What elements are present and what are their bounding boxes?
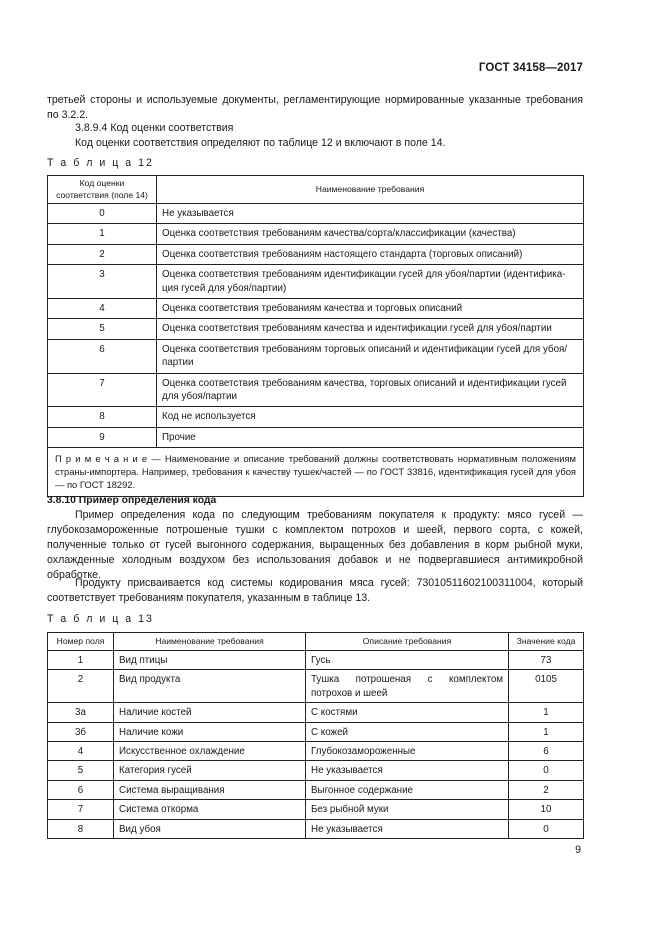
table13-value-cell: 6 bbox=[509, 742, 584, 761]
table13-name-cell: Наличие кожи bbox=[114, 722, 306, 741]
table13-row bbox=[48, 742, 584, 761]
table12-name-cell: Прочие bbox=[157, 427, 584, 447]
table12-row bbox=[48, 244, 584, 264]
table13-header-value: Значение кода bbox=[509, 633, 584, 651]
table12-row bbox=[48, 224, 584, 244]
table13-desc-cell: Не указывается bbox=[306, 819, 509, 838]
table12-name-cell: Оценка соответствия требованиям качества и торговых описаний bbox=[157, 299, 584, 319]
subsection-heading: 3.8.9.4 Код оценки соответствия bbox=[75, 122, 234, 134]
table12-name-cell: Оценка соответствия требованиям идентификации гусей для убоя/партии (идентифика- ция гусей для убоя/партии) bbox=[157, 265, 584, 299]
table12-note bbox=[48, 448, 584, 497]
table12-row bbox=[48, 319, 584, 339]
table13-row bbox=[48, 651, 584, 670]
table12-code-cell: 2 bbox=[48, 244, 157, 264]
table-13 bbox=[47, 632, 584, 839]
table13-desc-cell: С кожей bbox=[306, 722, 509, 741]
table12-row bbox=[48, 407, 584, 427]
table13-desc-cell: Тушка потрошеная с комплектом потрохов и шеей bbox=[306, 670, 509, 703]
table13-desc-cell: Глубокозамороженные bbox=[306, 742, 509, 761]
table13-row bbox=[48, 819, 584, 838]
table13-name-cell: Вид убоя bbox=[114, 819, 306, 838]
table12-code-cell: 3 bbox=[48, 265, 157, 299]
note-label: П р и м е ч а н и е bbox=[55, 453, 148, 465]
table12-code-cell: 6 bbox=[48, 339, 157, 373]
table12-row bbox=[48, 204, 584, 224]
table12-code-cell: 0 bbox=[48, 204, 157, 224]
table13-row bbox=[48, 780, 584, 799]
table12-code-cell: 1 bbox=[48, 224, 157, 244]
table13-field-cell: 4 bbox=[48, 742, 114, 761]
table13-name-cell: Искусственное охлаждение bbox=[114, 742, 306, 761]
table13-name-cell: Система откорма bbox=[114, 800, 306, 819]
table13-name-cell: Вид продукта bbox=[114, 670, 306, 703]
table13-row bbox=[48, 800, 584, 819]
table13-row bbox=[48, 670, 584, 703]
table12-caption: Т а б л и ц а 12 bbox=[47, 157, 154, 169]
table13-name-cell: Вид птицы bbox=[114, 651, 306, 670]
table13-value-cell: 1 bbox=[509, 703, 584, 722]
table12-header-name: Наименование требования bbox=[157, 176, 584, 204]
table13-row bbox=[48, 722, 584, 741]
table12-row bbox=[48, 265, 584, 299]
table13-field-cell: 1 bbox=[48, 651, 114, 670]
table12-header-code: Код оценки соответствия (поле 14) bbox=[48, 176, 157, 204]
continuation-paragraph: третьей стороны и используемые документы, регламентирующие нормированные указанные требования по 3.2.2. bbox=[47, 94, 583, 121]
table13-value-cell: 2 bbox=[509, 780, 584, 799]
table13-value-cell: 0 bbox=[509, 761, 584, 780]
table13-desc-cell: С костями bbox=[306, 703, 509, 722]
table12-code-cell: 5 bbox=[48, 319, 157, 339]
table12-code-cell: 4 bbox=[48, 299, 157, 319]
note-text: — Наименование и описание требований должны соответствовать нормативным положениям страны-импортера. Например, требования к качеству тушек/частей — по ГОСТ 33816, идентификация гусей для убоя — по ГОСТ 18292. bbox=[55, 453, 576, 491]
table13-desc-cell: Без рыбной муки bbox=[306, 800, 509, 819]
table13-value-cell: 0105 bbox=[509, 670, 584, 703]
standard-header: ГОСТ 34158—2017 bbox=[478, 62, 583, 74]
table12-code-cell: 9 bbox=[48, 427, 157, 447]
table13-field-cell: 6 bbox=[48, 780, 114, 799]
table13-row bbox=[48, 703, 584, 722]
table13-value-cell: 10 bbox=[509, 800, 584, 819]
example-paragraph: Пример определения кода по следующим требованиям покупателя к продукту: мясо гусей — глубокозамороженные потрошеные тушки с комплектом потрохов и шеей, первого сорта, с кожей, полученные только от гусей выгонного содержания, выращенных без добавления в корм рыбной муки, охлажденные холодным воздухом без использования добавок и не подвергавшиеся антимикробной обработке. bbox=[47, 509, 583, 581]
table12-note-row bbox=[48, 448, 584, 497]
table12-name-cell: Код не используется bbox=[157, 407, 584, 427]
table12-name-cell: Оценка соответствия требованиям настоящего стандарта (торговых описаний) bbox=[157, 244, 584, 264]
table13-row bbox=[48, 761, 584, 780]
table13-field-cell: 5 bbox=[48, 761, 114, 780]
table13-desc-cell: Не указывается bbox=[306, 761, 509, 780]
table12-code-cell: 7 bbox=[48, 373, 157, 407]
table12-name-cell: Не указывается bbox=[157, 204, 584, 224]
table13-desc-cell: Выгонное содержание bbox=[306, 780, 509, 799]
table13-name-cell: Наличие костей bbox=[114, 703, 306, 722]
table13-name-cell: Система выращивания bbox=[114, 780, 306, 799]
table12-row bbox=[48, 373, 584, 407]
table12-name-cell: Оценка соответствия требованиям торговых описаний и идентификации гусей для убоя/ партии bbox=[157, 339, 584, 373]
table12-row bbox=[48, 299, 584, 319]
table13-value-cell: 73 bbox=[509, 651, 584, 670]
table12-code-cell: 8 bbox=[48, 407, 157, 427]
table-12 bbox=[47, 175, 584, 497]
table13-value-cell: 1 bbox=[509, 722, 584, 741]
code-paragraph: Продукту присваивается код системы кодирования мяса гусей: 7301051160210031100​4, который соответствует требованиям покупателя, указанным в таблице 13. bbox=[47, 577, 583, 604]
section-heading: 3.8.10 Пример определения кода bbox=[47, 495, 217, 506]
table13-caption: Т а б л и ц а 13 bbox=[47, 613, 154, 625]
table13-field-cell: 8 bbox=[48, 819, 114, 838]
table13-field-cell: 3б bbox=[48, 722, 114, 741]
table13-value-cell: 0 bbox=[509, 819, 584, 838]
table13-field-cell: 2 bbox=[48, 670, 114, 703]
subsection-sentence: Код оценки соответствия определяют по таблице 12 и включают в поле 14. bbox=[75, 137, 446, 149]
page-number: 9 bbox=[575, 844, 581, 856]
table12-name-cell: Оценка соответствия требованиям качества и идентификации гусей для убоя/партии bbox=[157, 319, 584, 339]
table13-header-field: Номер поля bbox=[48, 633, 114, 651]
table12-row bbox=[48, 427, 584, 447]
table13-header-name: Наименование требования bbox=[114, 633, 306, 651]
table13-name-cell: Категория гусей bbox=[114, 761, 306, 780]
table13-field-cell: 3а bbox=[48, 703, 114, 722]
table13-header-desc: Описание требования bbox=[306, 633, 509, 651]
table12-name-cell: Оценка соответствия требованиям качества/сорта/классификации (качества) bbox=[157, 224, 584, 244]
table12-name-cell: Оценка соответствия требованиям качества, торговых описаний и идентификации гусей для убоя/партии bbox=[157, 373, 584, 407]
table13-desc-cell: Гусь bbox=[306, 651, 509, 670]
table12-row bbox=[48, 339, 584, 373]
table13-field-cell: 7 bbox=[48, 800, 114, 819]
